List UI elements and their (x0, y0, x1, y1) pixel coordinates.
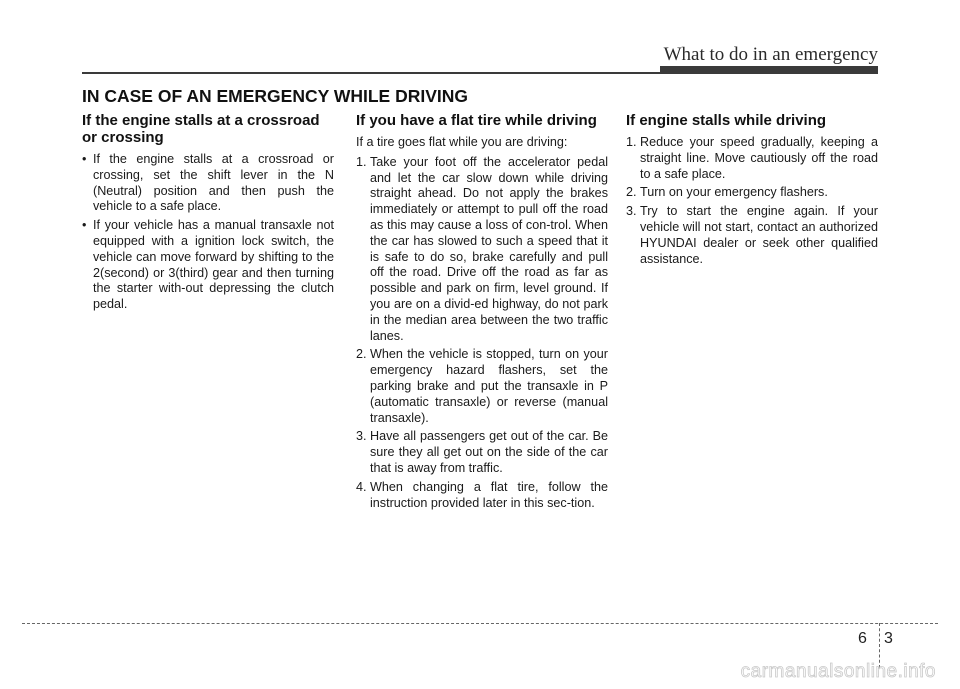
list-item-text: When changing a flat tire, follow the instruction provided later in this sec-tion. (370, 479, 608, 510)
item-number: 3. (626, 204, 637, 219)
list-item (356, 155, 608, 345)
column-engine-stalls-driving (626, 112, 878, 270)
column-heading: If the engine stalls at a crossroad or crossing (82, 112, 320, 146)
list-item (626, 204, 878, 267)
column-flat-tire (356, 112, 608, 514)
header-rule (82, 72, 878, 74)
list-item-text: If your vehicle has a manual transaxle not equipped with a ignition lock switch, the vehicle can move forward by shifting to the 2(second) or 3(third) gear and then turning the starter with-out depressing the clutch pedal. (93, 218, 334, 312)
chapter-number: 6 (858, 630, 867, 647)
list-item-text: Have all passengers get out of the car. Be sure they all get out on the side of the car that is away from traffic. (370, 429, 608, 475)
bullet-marker: • (82, 152, 87, 166)
item-number: 2. (626, 185, 637, 200)
section-title: IN CASE OF AN EMERGENCY WHILE DRIVING (82, 86, 468, 106)
list-item-text: Turn on your emergency flashers. (640, 185, 828, 200)
numbered-list (626, 135, 878, 267)
list-item (626, 185, 878, 201)
list-item (82, 152, 334, 215)
watermark: carmanualsonline.info (740, 661, 936, 682)
item-number: 1. (356, 154, 367, 169)
page-number: 3 (884, 630, 893, 647)
list-item (356, 480, 608, 512)
column-engine-stalls-crossroad (82, 112, 334, 316)
item-number: 3. (356, 429, 367, 444)
item-number: 4. (356, 479, 367, 494)
header-title: What to do in an emergency (663, 44, 878, 65)
list-item (356, 347, 608, 426)
intro-text: If a tire goes flat while you are driving: (356, 135, 568, 149)
list-item-text: Reduce your speed gradually, keeping a straight line. Move cautiously off the road to a safe place. (640, 135, 878, 181)
column-heading: If you have a flat tire while driving (356, 112, 597, 129)
bullet-list (82, 152, 334, 313)
footer-dashed-rule (22, 623, 938, 624)
numbered-list (356, 155, 608, 512)
column-heading: If engine stalls while driving (626, 112, 827, 129)
list-item-text: Take your foot off the accelerator pedal and let the car slow down while driving straight ahead. Do not apply the brakes immediately or attempt to pull off the road as this may cause a loss of con-trol. When the car has slowed to such a speed that it is safe to do so, brake carefully and pull off the road. Drive off the road as far as possible and park on firm, level ground. If you are on a divid-ed highway, do not park in the median area between the two traffic lanes. (370, 154, 608, 343)
item-number: 1. (626, 135, 637, 149)
bullet-marker: • (82, 218, 87, 233)
list-item (626, 135, 878, 182)
list-item-text: When the vehicle is stopped, turn on your emergency hazard flashers, set the parking brake and put the transaxle in P (automatic transaxle) or reverse (manual transaxle). (370, 347, 608, 425)
item-number: 2. (356, 347, 367, 362)
list-item (356, 429, 608, 476)
list-item-text: If the engine stalls at a crossroad or crossing, set the shift lever in the N (Neutral) position and then push the vehicle to a safe place. (93, 152, 334, 214)
list-item (82, 218, 334, 313)
list-item-text: Try to start the engine again. If your vehicle will not start, contact an authorized HYUNDAI dealer or seek other qualified assistance. (640, 204, 878, 266)
